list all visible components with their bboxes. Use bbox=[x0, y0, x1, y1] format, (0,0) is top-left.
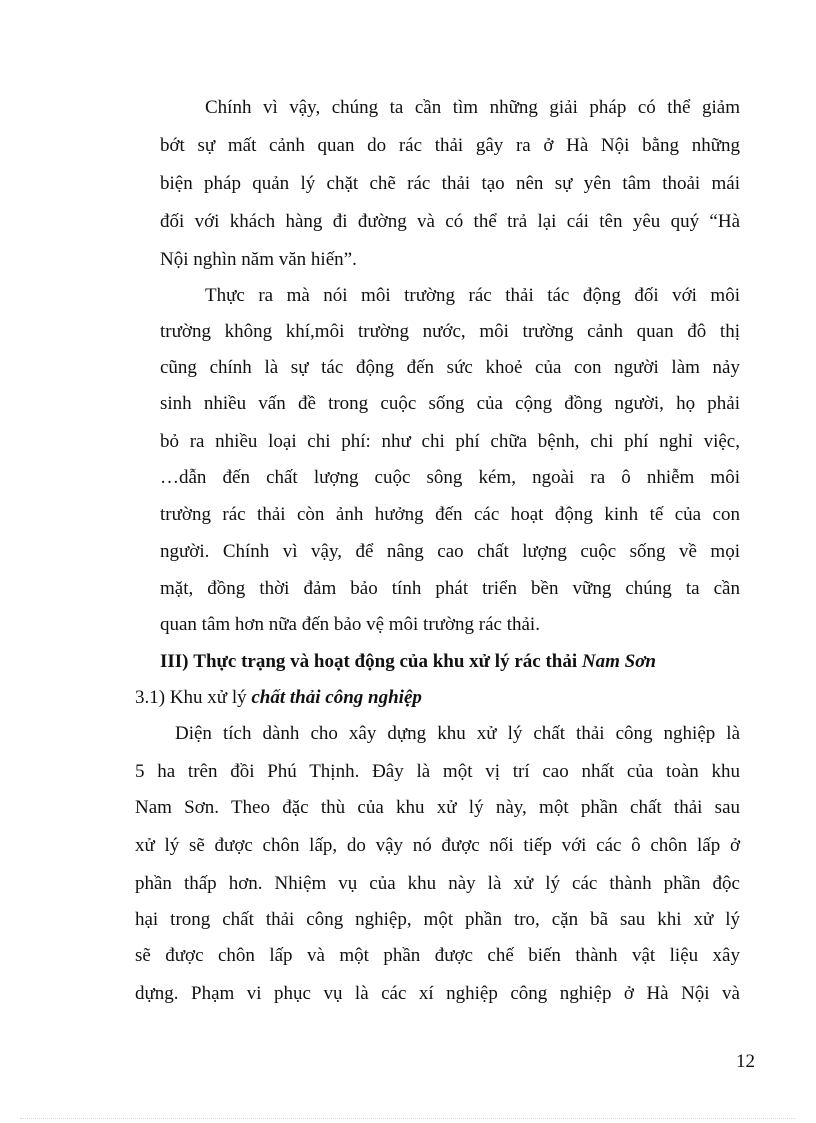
text-line: đối với khách hàng đi đường và có thể trả lại cái tên yêu quý “Hà bbox=[160, 211, 740, 232]
text-line: Thực ra mà nói môi trường rác thải tác động đối với môi bbox=[205, 285, 740, 306]
text-line: Nam Sơn. Theo đặc thù của khu xử lý này, một phần chất thải sau bbox=[135, 797, 740, 818]
text-line: mặt, đồng thời đảm bảo tính phát triển bền vững chúng ta cần bbox=[160, 578, 740, 599]
section-heading bbox=[160, 650, 656, 674]
page-number: 12 bbox=[736, 1051, 755, 1072]
section-number: III) bbox=[160, 651, 189, 672]
section-title-italic: Nam Sơn bbox=[581, 651, 656, 672]
subsection-heading bbox=[135, 686, 422, 710]
text-line: quan tâm hơn nữa đến bảo vệ môi trường rác thải. bbox=[160, 614, 540, 635]
text-line: sinh nhiều vấn đề trong cuộc sống của cộng đồng người, họ phải bbox=[160, 393, 740, 414]
text-line: xử lý sẽ được chôn lấp, do vậy nó được nối tiếp với các ô chôn lấp ở bbox=[135, 835, 740, 856]
text-line: người. Chính vì vậy, để nâng cao chất lượng cuộc sống về mọi bbox=[160, 541, 740, 562]
text-line: cũng chính là sự tác động đến sức khoẻ của con người làm nảy bbox=[160, 357, 740, 378]
text-line: biện pháp quản lý chặt chẽ rác thải tạo nên sự yên tâm thoải mái bbox=[160, 173, 740, 194]
subsection-title: chất thải công nghiệp bbox=[251, 687, 422, 708]
text-line: Diện tích dành cho xây dựng khu xử lý chất thải công nghiệp là bbox=[175, 723, 740, 744]
text-line: sẽ được chôn lấp và một phần được chế biến thành vật liệu xây bbox=[135, 945, 740, 966]
text-line: bỏ ra nhiều loại chi phí: như chi phí chữa bệnh, chi phí nghỉ việc, bbox=[160, 431, 740, 452]
text-line: phần thấp hơn. Nhiệm vụ của khu này là xử lý các thành phần độc bbox=[135, 873, 740, 894]
text-line: Chính vì vậy, chúng ta cần tìm những giải pháp có thể giảm bbox=[205, 97, 740, 118]
text-line: trường rác thải còn ảnh hưởng đến các hoạt động kinh tế của con bbox=[160, 504, 740, 525]
text-line: trường không khí,môi trường nước, môi trường cảnh quan đô thị bbox=[160, 321, 740, 342]
text-line: Nội nghìn năm văn hiến”. bbox=[160, 249, 357, 270]
text-line: …dẫn đến chất lượng cuộc sông kém, ngoài ra ô nhiễm môi bbox=[160, 467, 740, 488]
text-line: 5 ha trên đồi Phú Thịnh. Đây là một vị trí cao nhất của toàn khu bbox=[135, 761, 740, 782]
section-title: Thực trạng và hoạt động của khu xử lý rác thải bbox=[193, 651, 578, 672]
text-line: bớt sự mất cảnh quan do rác thải gây ra ở Hà Nội bằng những bbox=[160, 135, 740, 156]
footer-divider bbox=[20, 1118, 796, 1119]
text-line: dựng. Phạm vi phục vụ là các xí nghiệp công nghiệp ở Hà Nội và bbox=[135, 983, 740, 1004]
subsection-number: 3.1) Khu xử lý bbox=[135, 687, 247, 708]
text-line: hại trong chất thải công nghiệp, một phần tro, cặn bã sau khi xử lý bbox=[135, 909, 740, 930]
